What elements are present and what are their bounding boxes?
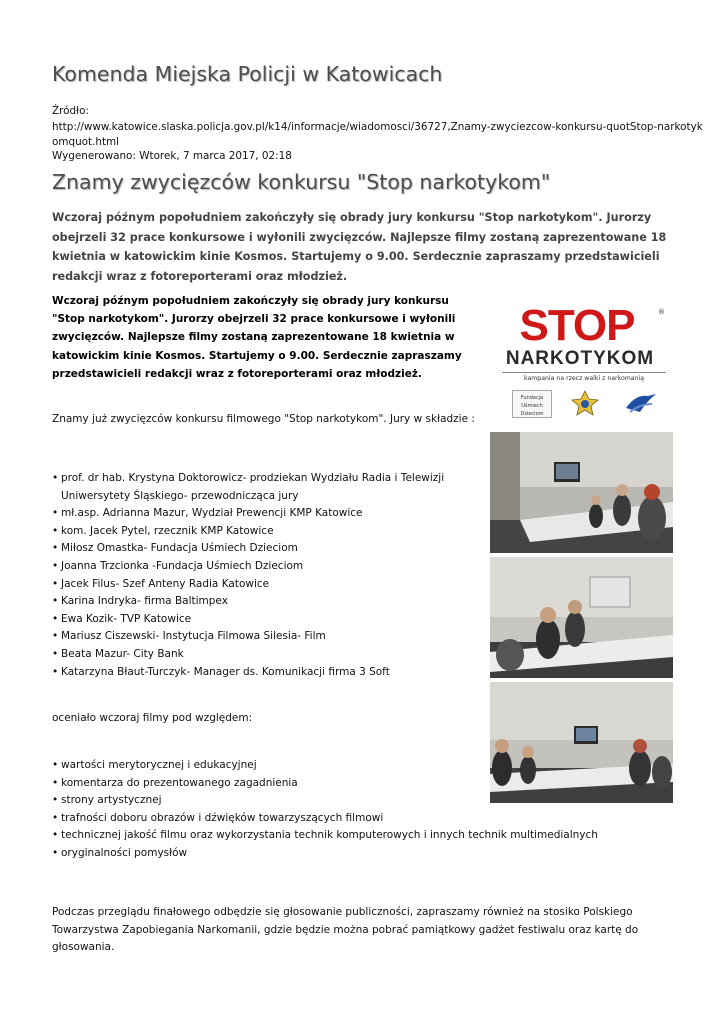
- jury-meeting-photo-2: [490, 557, 673, 678]
- partner-logo-icon: [622, 390, 660, 418]
- list-item: • technicznej jakość filmu oraz wykorzystania technik komputerowych i innych technik multimedialnych: [52, 827, 692, 845]
- list-item: • Jacek Filus- Szef Anteny Radia Katowice: [52, 576, 492, 594]
- logo-registered-mark: ®: [658, 308, 665, 316]
- jury-intro: Znamy już zwycięzców konkursu filmowego "Stop narkotykom". Jury w składzie :: [52, 413, 475, 425]
- source-label: Źródło:: [52, 105, 89, 117]
- list-item: • Katarzyna Błaut-Turczyk- Manager ds. Komunikacji firma 3 Soft: [52, 664, 492, 682]
- jury-meeting-photo-3: [490, 682, 673, 803]
- stop-narkotykom-logo: [498, 298, 674, 426]
- list-item: • Ewa Kozik- TVP Katowice: [52, 611, 492, 629]
- jury-meeting-photo-1: [490, 432, 673, 553]
- foundation-badge: Fundacja Uśmiech Dzieciom: [512, 390, 552, 418]
- logo-divider: [502, 372, 666, 373]
- list-item: • kom. Jacek Pytel, rzecznik KMP Katowice: [52, 523, 492, 541]
- list-item: • strony artystycznej: [52, 792, 692, 810]
- list-item: • Mariusz Ciszewski- Instytucja Filmowa Silesia- Film: [52, 628, 492, 646]
- list-item: • Miłosz Omastka- Fundacja Uśmiech Dzieciom: [52, 540, 492, 558]
- list-item: • prof. dr hab. Krystyna Doktorowicz- prodziekan Wydziału Radia i Telewizji Uniwersytety Śląskiego- przewodnicząca jury: [52, 470, 492, 505]
- article-title: Znamy zwycięzców konkursu "Stop narkotykom": [52, 170, 551, 194]
- article-intro: Wczoraj późnym popołudniem zakończyły się obrady jury konkursu "Stop narkotykom". Jurorzy obejrzeli 32 prace konkursowe i wyłonili zwycięzców. Najlepsze filmy zostaną zaprezentowane 18 kwietnia w katowickim kinie Kosmos. Startujemy o 9.00. Serdecznie zapraszamy przedstawicieli redakcji wraz z fotoreporterami oraz młodzież.: [52, 295, 462, 380]
- jury-list: [52, 470, 492, 681]
- source-url[interactable]: http://www.katowice.slaska.policja.gov.pl/k14/informacje/wiadomosci/36727,Znamy-zwyciezcow-konkursu-quotStop-narkotyk: [52, 121, 703, 133]
- list-item: • Karina Indryka- firma Baltimpex: [52, 593, 492, 611]
- list-item: • komentarza do prezentowanego zagadnienia: [52, 775, 692, 793]
- list-item: • wartości merytorycznej i edukacyjnej: [52, 757, 692, 775]
- generated-timestamp: Wygenerowano: Wtorek, 7 marca 2017, 02:18: [52, 150, 292, 162]
- list-item: • mł.asp. Adrianna Mazur, Wydział Prewencji KMP Katowice: [52, 505, 492, 523]
- list-item: • oryginalności pomysłów: [52, 845, 692, 863]
- article-lead: Wczoraj późnym popołudniem zakończyły się obrady jury konkursu "Stop narkotykom". Jurorzy obejrzeli 32 prace konkursowe i wyłonili zwycięzców. Najlepsze filmy zostaną zaprezentowane 18 kwietnia w katowickim kinie Kosmos. Startujemy o 9.00. Serdecznie zapraszamy przedstawicieli redakcji wraz z fotoreporterami oraz młodzież.: [52, 211, 667, 283]
- logo-tagline: kampania na rzecz walki z narkomanią: [523, 375, 645, 382]
- site-title: Komenda Miejska Policji w Katowicach: [52, 62, 443, 86]
- police-star-icon: [568, 390, 602, 418]
- list-item: • Beata Mazur- City Bank: [52, 646, 492, 664]
- source-url-continued[interactable]: omquot.html: [52, 136, 120, 148]
- list-item: • Joanna Trzcionka -Fundacja Uśmiech Dzieciom: [52, 558, 492, 576]
- criteria-intro: oceniało wczoraj filmy pod względem:: [52, 712, 253, 724]
- logo-narkotykom-text: NARKOTYKOM: [505, 348, 655, 369]
- logo-stop-text: STOP: [519, 301, 635, 350]
- closing-paragraph: Podczas przeglądu finałowego odbędzie się głosowanie publiczności, zapraszamy również na stosiko Polskiego Towarzystwa Zapobiegania Narkomanii, gdzie będzie można pobrać pamiątkowy gadżet festiwalu oraz kartę do głosowania.: [52, 906, 639, 953]
- list-item: • trafności doboru obrazów i dźwięków towarzyszących filmowi: [52, 810, 692, 828]
